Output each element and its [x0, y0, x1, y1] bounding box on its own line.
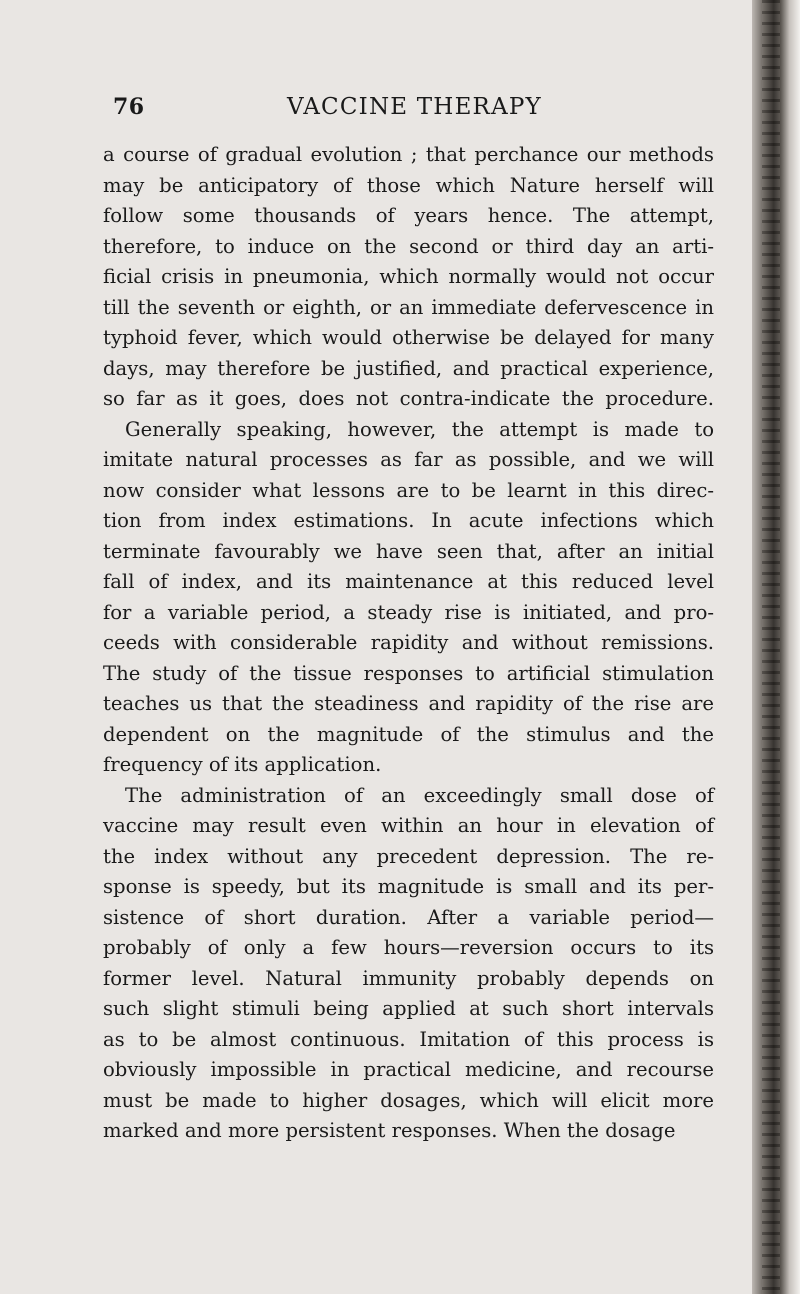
text-line: follow some thousands of years hence. The attempt,	[103, 204, 714, 227]
text-line: ficial crisis in pneumonia, which normally would not occur	[103, 265, 714, 288]
running-title: VACCINE THERAPY	[287, 94, 542, 120]
text-line: vaccine may result even within an hour in elevation of	[103, 814, 714, 837]
text-line: therefore, to induce on the second or third day an arti-	[103, 234, 714, 258]
text-line: must be made to higher dosages, which will elicit more	[103, 1088, 714, 1112]
text-line: The study of the tissue responses to artificial stimulation	[103, 661, 714, 685]
text-line: tion from index estimations. In acute infections which	[103, 509, 714, 532]
text-line: ceeds with considerable rapidity and without remissions.	[103, 631, 714, 654]
text-line: imitate natural processes as far as possible, and we will	[103, 448, 714, 471]
text-line: Generally speaking, however, the attempt is made to	[125, 417, 714, 441]
text-line: as to be almost continuous. Imitation of this process is	[103, 1027, 714, 1051]
text-line: terminate favourably we have seen that, after an initial	[103, 539, 714, 563]
text-line: for a variable period, a steady rise is initiated, and pro-	[103, 600, 714, 624]
text-line: now consider what lessons are to be learnt in this direc-	[103, 478, 714, 502]
text-line: dependent on the magnitude of the stimulus and the	[103, 722, 714, 746]
text-line: so far as it goes, does not contra-indicate the procedure.	[103, 387, 714, 410]
text-line: such slight stimuli being applied at such short intervals	[103, 997, 714, 1020]
text-line: the index without any precedent depression. The re-	[103, 844, 714, 868]
text-line: frequency of its application.	[103, 753, 382, 776]
text-line: may be anticipatory of those which Nature herself will	[103, 173, 714, 197]
text-line: probably of only a few hours—reversion occurs to its	[103, 936, 714, 959]
text-line: sponse is speedy, but its magnitude is small and its per-	[103, 875, 714, 898]
text-line: sistence of short duration. After a variable period—	[103, 905, 714, 929]
text-line: The administration of an exceedingly small dose of	[125, 783, 714, 807]
page-number: 76	[113, 94, 145, 120]
text-line: days, may therefore be justified, and practical experience,	[103, 356, 714, 380]
body-text	[103, 140, 714, 1147]
text-line: typhoid fever, which would otherwise be delayed for many	[103, 326, 714, 349]
text-line: a course of gradual evolution ; that perchance our methods	[103, 143, 714, 166]
text-line: fall of index, and its maintenance at this reduced level	[103, 570, 714, 593]
text-line: marked and more persistent responses. When the dosage	[103, 1119, 676, 1142]
text-line: former level. Natural immunity probably depends on	[103, 966, 714, 990]
text-line: obviously impossible in practical medicine, and recourse	[103, 1058, 714, 1081]
running-head	[0, 94, 752, 128]
page-edge-binding	[752, 0, 800, 1294]
text-line: teaches us that the steadiness and rapidity of the rise are	[103, 692, 714, 715]
text-line: till the seventh or eighth, or an immediate defervescence in	[103, 295, 714, 319]
